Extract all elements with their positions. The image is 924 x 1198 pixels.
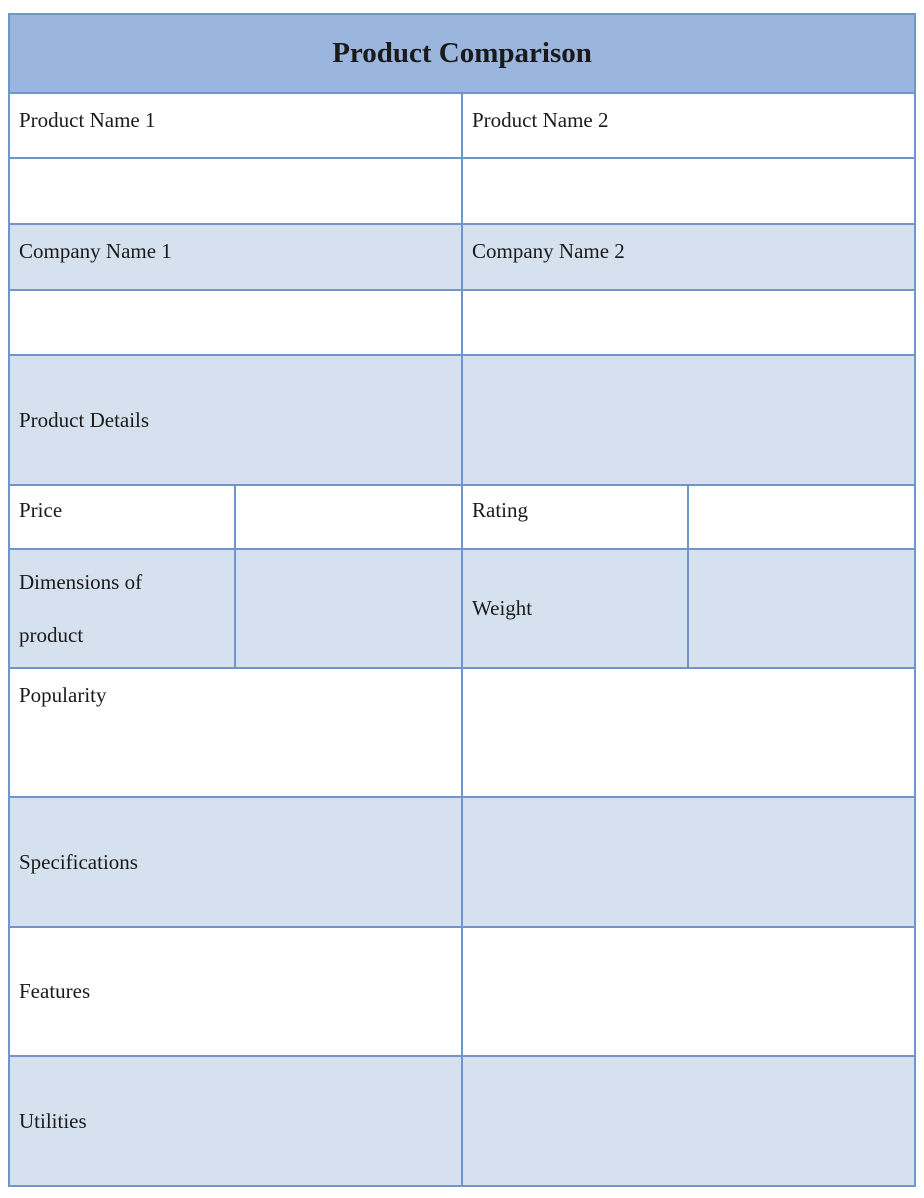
company-name-1-label: Company Name 1: [9, 224, 462, 290]
product-name-1-label: Product Name 1: [9, 93, 462, 158]
specifications-label: Specifications: [9, 797, 462, 927]
price-label: Price: [9, 485, 235, 549]
product-name-1-field[interactable]: [9, 158, 462, 224]
popularity-label: Popularity: [9, 668, 462, 797]
utilities-field[interactable]: [462, 1056, 915, 1186]
weight-field[interactable]: [688, 549, 915, 668]
product-comparison-form: [8, 13, 916, 1187]
product-name-2-label: Product Name 2: [462, 93, 915, 158]
dimensions-label-line-2: product: [19, 622, 84, 647]
features-label: Features: [9, 927, 462, 1056]
dimensions-label-line-1: Dimensions of: [19, 569, 143, 594]
company-name-1-field[interactable]: [9, 290, 462, 355]
popularity-field[interactable]: [462, 668, 915, 797]
product-details-label: Product Details: [9, 355, 462, 485]
company-name-2-label: Company Name 2: [462, 224, 915, 290]
rating-field[interactable]: [688, 485, 915, 549]
dimensions-label: [9, 549, 235, 668]
weight-label: Weight: [462, 549, 688, 668]
price-field[interactable]: [235, 485, 462, 549]
rating-label: Rating: [462, 485, 688, 549]
dimensions-field[interactable]: [235, 549, 462, 668]
company-name-2-field[interactable]: [462, 290, 915, 355]
utilities-label: Utilities: [9, 1056, 462, 1186]
product-name-2-field[interactable]: [462, 158, 915, 224]
product-details-field[interactable]: [462, 355, 915, 485]
form-title: Product Comparison: [9, 14, 915, 93]
specifications-field[interactable]: [462, 797, 915, 927]
features-field[interactable]: [462, 927, 915, 1056]
